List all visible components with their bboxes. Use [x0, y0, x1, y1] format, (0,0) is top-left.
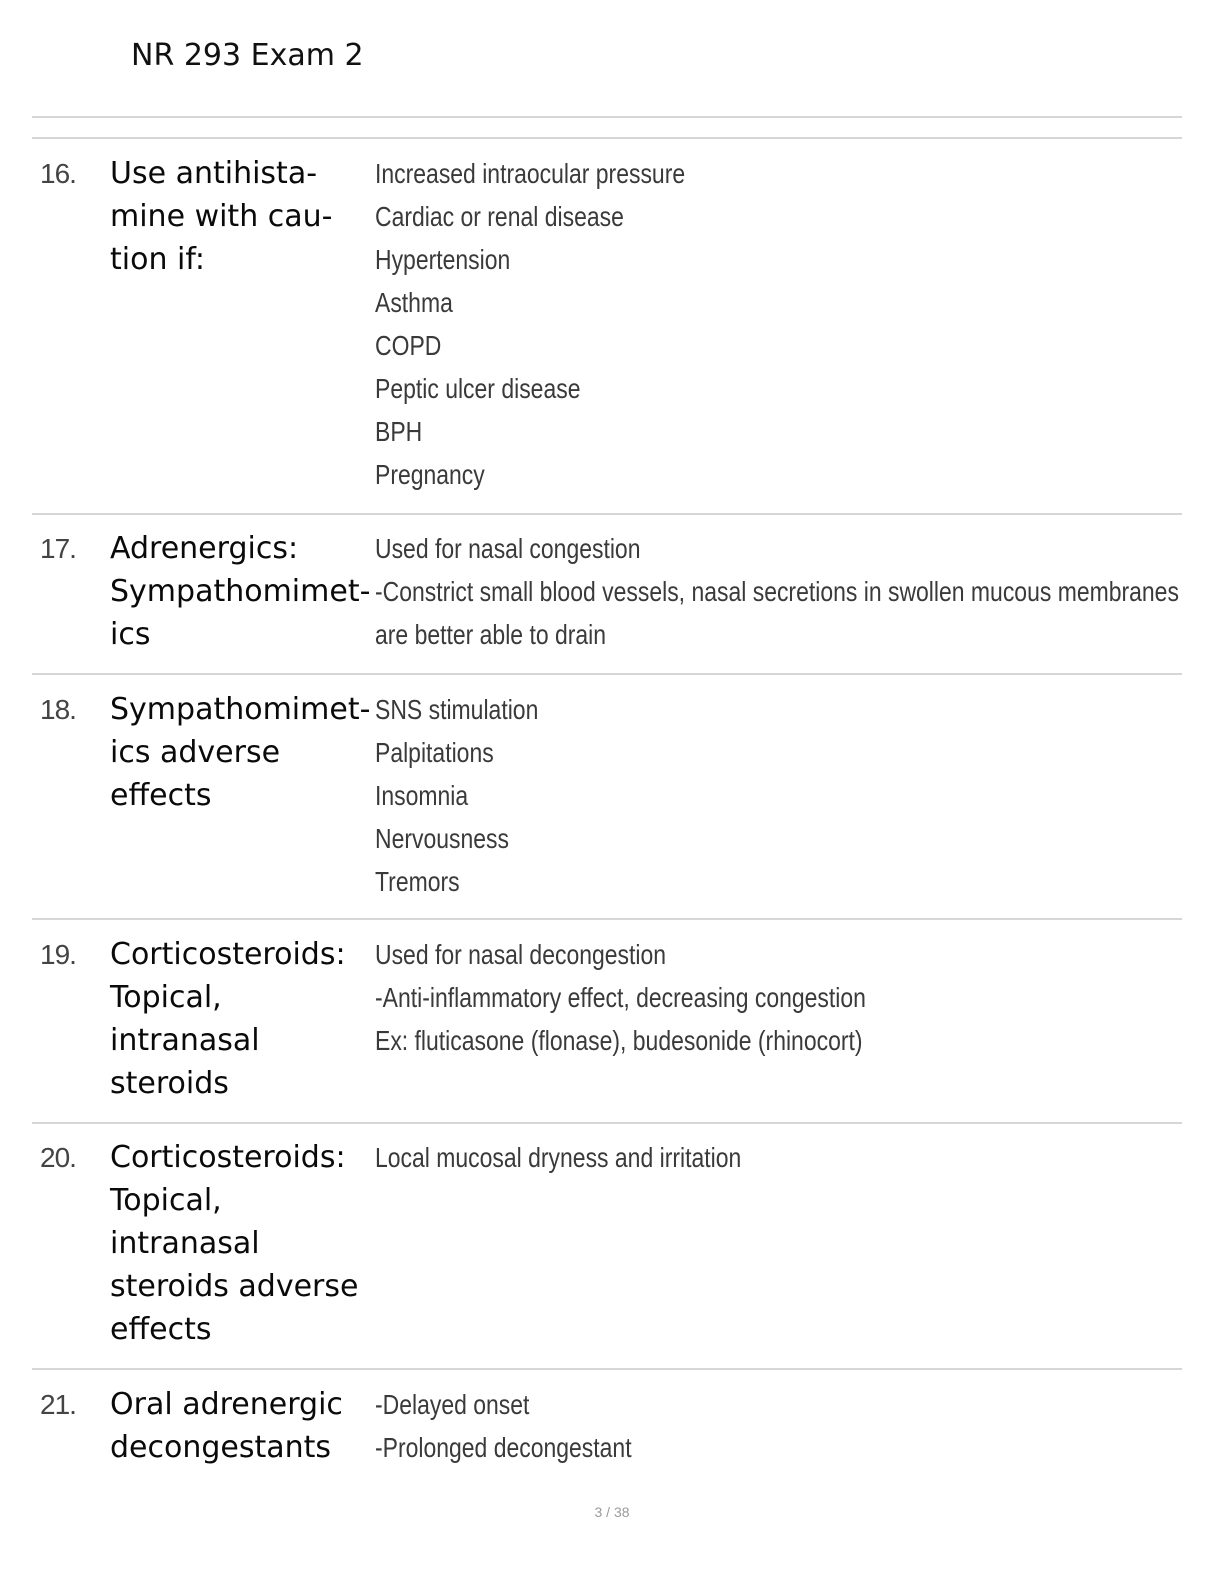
header-divider — [32, 116, 1182, 118]
flashcard-18 — [32, 688, 1182, 913]
definition-line: Palpitations — [375, 737, 494, 768]
definition-line: Cardiac or renal disease — [375, 201, 624, 232]
card-divider — [32, 1122, 1182, 1124]
definition-line: SNS stimulation — [375, 694, 539, 725]
card-number: 20. — [40, 1142, 76, 1173]
card-definition — [375, 1136, 1175, 1179]
flashcard-16 — [32, 152, 1182, 512]
card-number: 19. — [40, 939, 76, 970]
definition-line: -Anti-inflammatory effect, decreasing congestion — [375, 982, 866, 1013]
definition-line: Tremors — [375, 866, 460, 897]
card-definition — [375, 527, 1179, 656]
definition-line: -Constrict small blood vessels, nasal secretions in swollen mucous membranes — [375, 576, 1179, 607]
card-divider — [32, 513, 1182, 515]
definition-line: Pregnancy — [375, 459, 485, 490]
card-term: Corticosteroids: Topical, intranasal steroids — [110, 937, 346, 1101]
definition-line: Hypertension — [375, 244, 511, 275]
card-divider — [32, 1368, 1182, 1370]
definition-line: Increased intraocular pressure — [375, 158, 686, 189]
definition-line: Used for nasal decongestion — [375, 939, 667, 970]
definition-line: COPD — [375, 330, 442, 361]
card-number: 17. — [40, 533, 76, 564]
card-definition — [375, 688, 1175, 903]
flashcard-20 — [32, 1136, 1182, 1364]
definition-line: Ex: fluticasone (flonase), budesonide (rhinocort) — [375, 1025, 863, 1056]
card-term: Adrenergics: Sympathomimet- ics — [110, 531, 371, 652]
card-divider — [32, 918, 1182, 920]
card-term: Use antihista- mine with cau- tion if: — [110, 156, 333, 277]
card-term: Oral adrenergic decongestants — [110, 1387, 343, 1465]
card-number: 18. — [40, 694, 76, 725]
card-term: Sympathomimet- ics adverse effects — [110, 692, 371, 813]
definition-line: Nervousness — [375, 823, 509, 854]
flashcard-21 — [32, 1383, 1182, 1483]
card-number: 21. — [40, 1389, 76, 1420]
definition-line: are better able to drain — [375, 619, 607, 650]
definition-line: Peptic ulcer disease — [375, 373, 581, 404]
card-definition — [375, 933, 1175, 1062]
definition-line: Asthma — [375, 287, 453, 318]
definition-line: -Prolonged decongestant — [375, 1432, 632, 1463]
card-divider — [32, 137, 1182, 139]
card-term: Corticosteroids: Topical, intranasal steroids adverse effects — [110, 1140, 359, 1347]
flashcard-19 — [32, 933, 1182, 1118]
page-number: 3 / 38 — [594, 1504, 630, 1520]
card-divider — [32, 673, 1182, 675]
card-number: 16. — [40, 158, 76, 189]
document-title: NR 293 Exam 2 — [131, 38, 364, 73]
definition-line: -Delayed onset — [375, 1389, 530, 1420]
definition-line: Insomnia — [375, 780, 469, 811]
flashcard-17 — [32, 527, 1182, 667]
definition-line: Used for nasal congestion — [375, 533, 641, 564]
definition-line: BPH — [375, 416, 423, 447]
definition-line: Local mucosal dryness and irritation — [375, 1142, 742, 1173]
card-definition — [375, 152, 1175, 496]
card-definition — [375, 1383, 1175, 1469]
